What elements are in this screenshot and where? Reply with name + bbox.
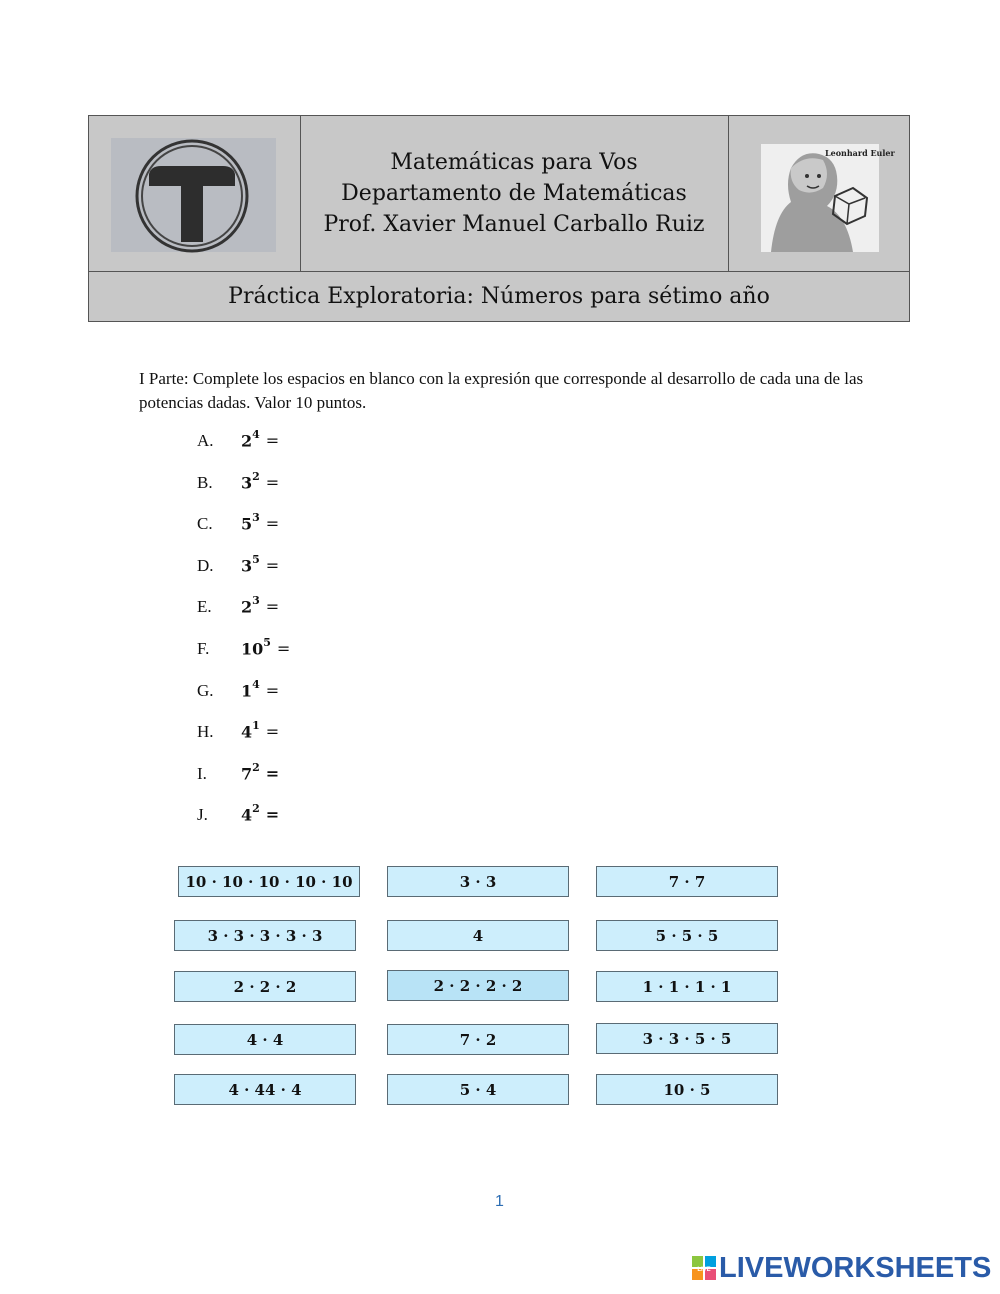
page-number: 1 bbox=[495, 1193, 504, 1210]
base: 2 bbox=[241, 597, 253, 617]
equals-sign: = bbox=[265, 556, 280, 576]
power-expression bbox=[241, 638, 290, 658]
base: 1 bbox=[241, 681, 253, 701]
answer-tile[interactable]: 2 · 2 · 2 · 2 bbox=[387, 970, 569, 1001]
answer-tile[interactable]: 4 bbox=[387, 920, 569, 951]
header-title bbox=[300, 116, 729, 271]
exponent: 4 bbox=[252, 678, 260, 691]
list-item bbox=[197, 761, 497, 789]
exponent: 4 bbox=[252, 428, 260, 441]
answer-tile[interactable]: 1 · 1 · 1 · 1 bbox=[596, 971, 778, 1002]
equals-sign: = bbox=[265, 722, 280, 742]
base: 2 bbox=[241, 431, 253, 451]
equals-sign: = bbox=[265, 597, 280, 617]
liveworksheets-badge-icon bbox=[692, 1256, 716, 1280]
item-label: C. bbox=[197, 514, 213, 533]
item-label: J. bbox=[197, 805, 208, 824]
item-label: D. bbox=[197, 556, 214, 575]
answer-tile[interactable]: 5 · 5 · 5 bbox=[596, 920, 778, 951]
title-line-2: Departamento de Matemáticas bbox=[341, 181, 687, 206]
list-item bbox=[197, 802, 497, 830]
equals-sign: = bbox=[265, 473, 280, 493]
euler-portrait bbox=[761, 144, 895, 252]
list-item bbox=[197, 678, 497, 706]
answer-tile[interactable]: 3 · 3 bbox=[387, 866, 569, 897]
item-label: B. bbox=[197, 473, 213, 492]
base: 10 bbox=[241, 639, 264, 659]
list-item bbox=[197, 428, 497, 456]
exponent: 5 bbox=[263, 636, 271, 649]
power-expression bbox=[241, 763, 279, 783]
base: 4 bbox=[241, 805, 253, 825]
list-item bbox=[197, 636, 497, 664]
instructions: I Parte: Complete los espacios en blanco con la expresión que corresponde al desarrollo de cada una de las potencias dadas. Valor 10 puntos. bbox=[139, 369, 864, 412]
answer-tile[interactable]: 10 · 10 · 10 · 10 · 10 bbox=[178, 866, 360, 897]
title-line-3: Prof. Xavier Manuel Carballo Ruiz bbox=[323, 212, 705, 237]
exponent: 2 bbox=[252, 802, 260, 815]
list-item bbox=[197, 511, 497, 539]
power-expression bbox=[241, 680, 279, 700]
equals-sign: = bbox=[265, 431, 280, 451]
equals-sign: = bbox=[265, 514, 280, 534]
badge-text: LIVE bbox=[697, 1267, 711, 1273]
answer-tile[interactable]: 3 · 3 · 3 · 3 · 3 bbox=[174, 920, 356, 951]
equals-sign: = bbox=[265, 764, 280, 784]
answer-tile[interactable]: 7 · 2 bbox=[387, 1024, 569, 1055]
answer-tile[interactable]: 5 · 4 bbox=[387, 1074, 569, 1105]
liveworksheets-logo bbox=[692, 1252, 991, 1284]
answer-tile[interactable]: 7 · 7 bbox=[596, 866, 778, 897]
item-label: E. bbox=[197, 597, 212, 616]
worksheet-subtitle: Práctica Exploratoria: Números para sétimo año bbox=[228, 284, 770, 309]
base: 3 bbox=[241, 556, 253, 576]
item-label: G. bbox=[197, 681, 214, 700]
exponent: 2 bbox=[252, 470, 260, 483]
list-item bbox=[197, 594, 497, 622]
item-label: F. bbox=[197, 639, 210, 658]
base: 4 bbox=[241, 722, 253, 742]
answer-tile[interactable]: 3 · 3 · 5 · 5 bbox=[596, 1023, 778, 1054]
exponent: 2 bbox=[252, 761, 260, 774]
equals-sign: = bbox=[265, 805, 280, 825]
brand-name: LIVEWORKSHEETS bbox=[719, 1251, 992, 1284]
base: 3 bbox=[241, 473, 253, 493]
equals-sign: = bbox=[265, 681, 280, 701]
item-label: A. bbox=[197, 431, 214, 450]
list-item bbox=[197, 470, 497, 498]
t-logo-icon bbox=[111, 138, 276, 252]
power-expression bbox=[241, 513, 279, 533]
exponent: 5 bbox=[252, 553, 260, 566]
school-logo bbox=[111, 138, 276, 252]
logo-cell bbox=[89, 116, 301, 271]
equals-sign: = bbox=[276, 639, 291, 659]
power-expression bbox=[241, 596, 279, 616]
power-expression bbox=[241, 555, 279, 575]
exponent: 1 bbox=[252, 719, 260, 732]
header-row bbox=[89, 116, 909, 272]
answer-tile[interactable]: 2 · 2 · 2 bbox=[174, 971, 356, 1002]
item-label: I. bbox=[197, 764, 207, 783]
portrait-caption: Leonhard Euler bbox=[825, 148, 895, 158]
answer-tile[interactable]: 4 · 4 bbox=[174, 1024, 356, 1055]
portrait-cell bbox=[729, 116, 910, 271]
power-expression bbox=[241, 430, 279, 450]
title-line-1: Matemáticas para Vos bbox=[390, 150, 638, 175]
power-expression bbox=[241, 472, 279, 492]
item-label: H. bbox=[197, 722, 214, 741]
euler-portrait-icon bbox=[761, 144, 895, 252]
list-item bbox=[197, 719, 497, 747]
power-expression bbox=[241, 804, 279, 824]
base: 7 bbox=[241, 764, 253, 784]
base: 5 bbox=[241, 514, 253, 534]
power-expression bbox=[241, 721, 279, 741]
exponent: 3 bbox=[252, 594, 260, 607]
answer-tile[interactable]: 10 · 5 bbox=[596, 1074, 778, 1105]
header-table bbox=[88, 115, 910, 322]
list-item bbox=[197, 553, 497, 581]
answer-tile[interactable]: 4 · 44 · 4 bbox=[174, 1074, 356, 1105]
exponent: 3 bbox=[252, 511, 260, 524]
